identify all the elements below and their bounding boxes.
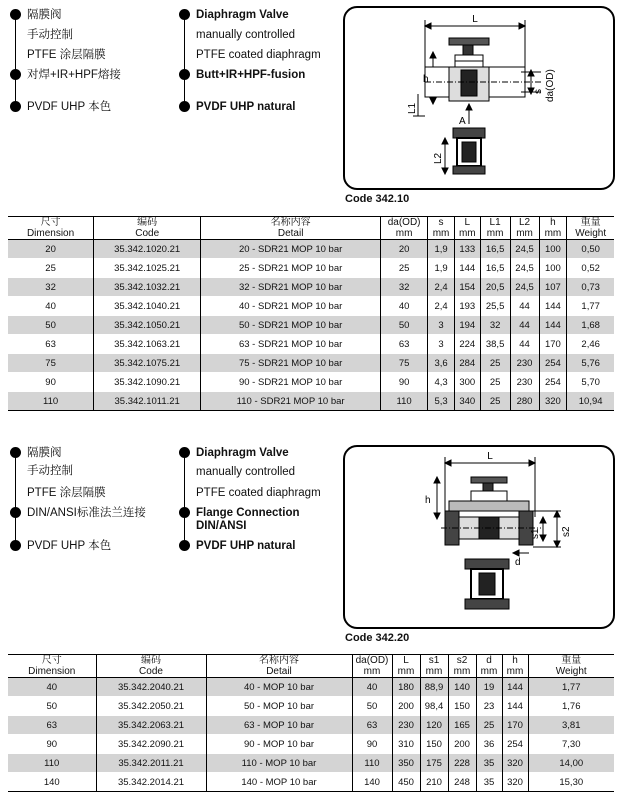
- table-cell: 35.342.2090.21: [96, 735, 206, 754]
- valve-drawing-flange: [345, 447, 613, 627]
- table-cell: 150: [448, 697, 476, 716]
- column-header: [539, 217, 567, 240]
- dim-label-L2: L2: [433, 152, 444, 164]
- table-cell: 2,4: [428, 297, 455, 316]
- table-cell: 20: [8, 240, 94, 259]
- bullet-dot: [179, 9, 190, 20]
- table-cell: 75: [8, 354, 94, 373]
- table-cell: 35.342.1075.21: [94, 354, 201, 373]
- dim-label-s2: s2: [561, 526, 572, 537]
- column-header: [448, 655, 476, 678]
- table-cell: 90: [8, 735, 96, 754]
- table-cell: 32: [8, 278, 94, 297]
- table-cell: 1,9: [428, 240, 455, 259]
- table-cell: 88,9: [420, 678, 448, 697]
- table-cell: 35.342.1020.21: [94, 240, 201, 259]
- table-cell: 16,5: [480, 259, 510, 278]
- table-cell: 110: [381, 392, 428, 411]
- table-cell: 35.342.2040.21: [96, 678, 206, 697]
- dim-label-L: L: [487, 451, 493, 462]
- label-cn-manual: 手动控制: [27, 465, 73, 477]
- table-cell: 50: [381, 316, 428, 335]
- table-cell: 50: [8, 697, 96, 716]
- table-cell: 32: [480, 316, 510, 335]
- table-cell: 40: [8, 678, 96, 697]
- table-cell: 32: [381, 278, 428, 297]
- table-cell: 75: [381, 354, 428, 373]
- table-cell: 63: [381, 335, 428, 354]
- table-cell: 3: [428, 316, 455, 335]
- bullet-dot: [179, 447, 190, 458]
- label-en-fusion: Butt+IR+HPF-fusion: [196, 69, 306, 81]
- bullet-dot: [179, 101, 190, 112]
- dim-label-L1: L1: [407, 102, 418, 114]
- table-cell: 350: [392, 754, 420, 773]
- table-cell: 1,68: [567, 316, 614, 335]
- label-en-ptfe: PTFE coated diaphragm: [196, 49, 321, 61]
- table-cell: 110 - MOP 10 bar: [206, 754, 352, 773]
- label-en-material: PVDF UHP natural: [196, 540, 296, 552]
- table-cell: 170: [539, 335, 567, 354]
- table-cell: 24,5: [510, 278, 539, 297]
- product-code: Code 342.10: [345, 193, 410, 205]
- column-header-top: 尺寸: [41, 655, 62, 666]
- table-cell: 254: [502, 735, 528, 754]
- column-header: [510, 217, 539, 240]
- column-header: [206, 655, 352, 678]
- column-header-bottom: Weight: [575, 228, 607, 239]
- column-header-bottom: Dimension: [26, 228, 75, 239]
- table-cell: 100: [539, 259, 567, 278]
- table-cell: 248: [448, 773, 476, 792]
- table-row: [8, 316, 614, 335]
- dim-label-s: s: [533, 89, 544, 94]
- bullet-dot: [179, 69, 190, 80]
- column-header-bottom: mm: [506, 666, 524, 677]
- column-header-bottom: mm: [544, 228, 562, 239]
- table-cell: 170: [502, 716, 528, 735]
- table-cell: 90 - MOP 10 bar: [206, 735, 352, 754]
- column-header-bottom: mm: [425, 666, 443, 677]
- table-cell: 1,77: [528, 678, 614, 697]
- bullet-dot: [10, 507, 21, 518]
- table-cell: 2,46: [567, 335, 614, 354]
- table-cell: 40: [352, 678, 392, 697]
- table-cell: 90: [8, 373, 94, 392]
- left-bullet-line: [15, 452, 16, 546]
- table-row: [8, 716, 614, 735]
- column-header-bottom: mm: [363, 666, 381, 677]
- table-cell: 10,94: [567, 392, 614, 411]
- table-cell: 24,5: [510, 259, 539, 278]
- table-cell: 1,9: [428, 259, 455, 278]
- dim-label-h: h: [423, 74, 429, 85]
- table-cell: 300: [454, 373, 480, 392]
- column-header-top: 编码: [137, 217, 158, 228]
- table-cell: 50: [8, 316, 94, 335]
- column-header-bottom: mm: [486, 228, 504, 239]
- table-cell: 224: [454, 335, 480, 354]
- column-header-bottom: Dimension: [28, 666, 76, 677]
- table-cell: 1,76: [528, 697, 614, 716]
- bullet-dot: [179, 540, 190, 551]
- table-cell: 5,70: [567, 373, 614, 392]
- table-cell: 35: [476, 754, 502, 773]
- table-cell: 4,3: [428, 373, 455, 392]
- table-row: [8, 297, 614, 316]
- label-cn-ptfe: PTFE 涂层隔膜: [27, 49, 106, 61]
- column-header-top: L1: [489, 217, 501, 228]
- label-cn-manual: 手动控制: [27, 29, 73, 41]
- table-cell: 36: [476, 735, 502, 754]
- dim-label-d: d: [515, 557, 521, 568]
- table-cell: 320: [502, 773, 528, 792]
- table-cell: 35.342.1032.21: [94, 278, 201, 297]
- table-row: [8, 735, 614, 754]
- label-en-din: DIN/ANSI: [196, 520, 247, 532]
- column-header-top: 尺寸: [40, 217, 61, 228]
- table-cell: 230: [510, 354, 539, 373]
- column-header-bottom: Weight: [555, 666, 587, 677]
- column-header-bottom: Detail: [266, 666, 292, 677]
- column-header-top: L: [464, 217, 471, 228]
- column-header-top: 重量: [580, 217, 601, 228]
- table-cell: 50 - SDR21 MOP 10 bar: [201, 316, 381, 335]
- table-cell: 40: [381, 297, 428, 316]
- column-header-bottom: mm: [395, 228, 413, 239]
- table-row: [8, 259, 614, 278]
- column-header-top: 编码: [141, 655, 161, 666]
- table-cell: 25: [480, 392, 510, 411]
- table-row: [8, 278, 614, 297]
- table-cell: 180: [392, 678, 420, 697]
- table-cell: 320: [502, 754, 528, 773]
- table-cell: 0,73: [567, 278, 614, 297]
- table-row: [8, 335, 614, 354]
- column-header-top: da(OD): [387, 217, 421, 228]
- column-header-bottom: mm: [432, 228, 450, 239]
- table-cell: 14,00: [528, 754, 614, 773]
- table-cell: 35.342.1050.21: [94, 316, 201, 335]
- table-cell: 2,4: [428, 278, 455, 297]
- table-cell: 140: [8, 773, 96, 792]
- table-cell: 35.342.2011.21: [96, 754, 206, 773]
- column-header: [8, 217, 94, 240]
- table-cell: 100: [539, 240, 567, 259]
- table-cell: 3: [428, 335, 455, 354]
- table-cell: 1,77: [567, 297, 614, 316]
- table-cell: 15,30: [528, 773, 614, 792]
- column-header: [420, 655, 448, 678]
- bullet-dot: [179, 507, 190, 518]
- dim-label-h: h: [425, 495, 431, 506]
- table-row: [8, 354, 614, 373]
- column-header: [381, 217, 428, 240]
- table-cell: 144: [539, 297, 567, 316]
- label-en-material: PVDF UHP natural: [196, 101, 296, 113]
- table-cell: 150: [420, 735, 448, 754]
- table-cell: 254: [539, 373, 567, 392]
- table-cell: 110: [8, 392, 94, 411]
- label-cn-material: PVDF UHP 本色: [27, 101, 112, 113]
- table-cell: 90 - SDR21 MOP 10 bar: [201, 373, 381, 392]
- table-cell: 44: [510, 297, 539, 316]
- table-cell: 35.342.2014.21: [96, 773, 206, 792]
- table-header-row: [8, 217, 614, 240]
- dim-label-A: A: [459, 116, 466, 127]
- label-en-manual: manually controlled: [196, 466, 296, 478]
- table-cell: 19: [476, 678, 502, 697]
- column-header-bottom: mm: [453, 666, 471, 677]
- label-en-valve: Diaphragm Valve: [196, 9, 289, 21]
- spec-table-342-10: [8, 216, 614, 411]
- table-cell: 5,76: [567, 354, 614, 373]
- table-cell: 284: [454, 354, 480, 373]
- table-cell: 38,5: [480, 335, 510, 354]
- label-cn-fusion: 对焊+IR+HPF熔接: [27, 69, 121, 81]
- table-cell: 35.342.1040.21: [94, 297, 201, 316]
- label-cn-flange: DIN/ANSI标准法兰连接: [27, 507, 146, 519]
- label-en-ptfe: PTFE coated diaphragm: [196, 487, 321, 499]
- column-header-bottom: Code: [135, 228, 160, 239]
- table-row: [8, 773, 614, 792]
- table-cell: 50 - MOP 10 bar: [206, 697, 352, 716]
- section-342-20: [0, 438, 621, 797]
- column-header-bottom: mm: [516, 228, 533, 239]
- table-cell: 35.342.2063.21: [96, 716, 206, 735]
- table-cell: 254: [539, 354, 567, 373]
- column-header: [528, 655, 614, 678]
- column-header: [352, 655, 392, 678]
- table-cell: 63 - MOP 10 bar: [206, 716, 352, 735]
- table-cell: 320: [539, 392, 567, 411]
- table-cell: 25,5: [480, 297, 510, 316]
- column-header-top: L2: [518, 217, 531, 228]
- table-cell: 16,5: [480, 240, 510, 259]
- table-cell: 0,50: [567, 240, 614, 259]
- table-cell: 3,81: [528, 716, 614, 735]
- spec-table-342-20: [8, 654, 614, 792]
- table-cell: 140: [448, 678, 476, 697]
- table-cell: 200: [392, 697, 420, 716]
- table-row: [8, 678, 614, 697]
- table-cell: 120: [420, 716, 448, 735]
- table-cell: 194: [454, 316, 480, 335]
- table-cell: 35: [476, 773, 502, 792]
- column-header-bottom: Code: [139, 666, 163, 677]
- table-cell: 63: [8, 335, 94, 354]
- table-cell: 0,52: [567, 259, 614, 278]
- table-cell: 110 - SDR21 MOP 10 bar: [201, 392, 381, 411]
- table-cell: 25: [8, 259, 94, 278]
- table-cell: 35.342.1063.21: [94, 335, 201, 354]
- column-header: [567, 217, 614, 240]
- table-cell: 44: [510, 316, 539, 335]
- column-header-bottom: mm: [480, 666, 498, 677]
- table-cell: 44: [510, 335, 539, 354]
- table-cell: 230: [510, 373, 539, 392]
- table-cell: 25: [381, 259, 428, 278]
- table-cell: 23: [476, 697, 502, 716]
- column-header-top: 名称内容: [259, 655, 299, 666]
- label-cn-ptfe: PTFE 涂层隔膜: [27, 487, 106, 499]
- table-cell: 280: [510, 392, 539, 411]
- dim-label-da: da(OD): [545, 69, 556, 102]
- table-row: [8, 373, 614, 392]
- column-header-top: 名称内容: [270, 217, 311, 228]
- column-header: [480, 217, 510, 240]
- table-cell: 200: [448, 735, 476, 754]
- table-row: [8, 392, 614, 411]
- table-cell: 140 - MOP 10 bar: [206, 773, 352, 792]
- column-header-top: d: [486, 655, 492, 666]
- column-header-top: da(OD): [355, 655, 389, 666]
- table-cell: 340: [454, 392, 480, 411]
- table-cell: 40 - MOP 10 bar: [206, 678, 352, 697]
- column-header-bottom: mm: [397, 666, 415, 677]
- column-header-bottom: Detail: [277, 228, 304, 239]
- column-header-bottom: mm: [458, 228, 476, 239]
- table-cell: 310: [392, 735, 420, 754]
- table-cell: 110: [352, 754, 392, 773]
- table-cell: 140: [352, 773, 392, 792]
- table-cell: 98,4: [420, 697, 448, 716]
- label-cn-valve: 隔膜阀: [27, 9, 62, 21]
- label-en-valve: Diaphragm Valve: [196, 447, 289, 459]
- table-cell: 144: [454, 259, 480, 278]
- column-header: [502, 655, 528, 678]
- table-cell: 144: [502, 697, 528, 716]
- table-cell: 63: [8, 716, 96, 735]
- table-cell: 35.342.1090.21: [94, 373, 201, 392]
- table-cell: 144: [502, 678, 528, 697]
- column-header-top: h: [550, 217, 556, 228]
- bullet-dot: [10, 69, 21, 80]
- table-cell: 50: [352, 697, 392, 716]
- product-code: Code 342.20: [345, 632, 410, 644]
- bullet-dot: [10, 447, 21, 458]
- table-cell: 165: [448, 716, 476, 735]
- table-cell: 133: [454, 240, 480, 259]
- table-cell: 228: [448, 754, 476, 773]
- column-header: [201, 217, 381, 240]
- table-cell: 107: [539, 278, 567, 297]
- table-cell: 40: [8, 297, 94, 316]
- label-cn-material: PVDF UHP 本色: [27, 540, 112, 552]
- column-header-top: h: [512, 655, 518, 666]
- table-row: [8, 240, 614, 259]
- table-cell: 175: [420, 754, 448, 773]
- table-header-row: [8, 655, 614, 678]
- table-cell: 20 - SDR21 MOP 10 bar: [201, 240, 381, 259]
- table-cell: 25: [480, 373, 510, 392]
- table-cell: 154: [454, 278, 480, 297]
- table-cell: 210: [420, 773, 448, 792]
- dim-label-L: L: [472, 14, 478, 25]
- bullet-dot: [10, 9, 21, 20]
- valve-drawing-butt-fusion: [345, 8, 613, 188]
- table-cell: 35.342.1011.21: [94, 392, 201, 411]
- table-cell: 90: [381, 373, 428, 392]
- label-en-flange: Flange Connection: [196, 507, 300, 519]
- table-row: [8, 697, 614, 716]
- label-cn-valve: 隔膜阀: [27, 447, 62, 459]
- table-cell: 25: [480, 354, 510, 373]
- table-cell: 35.342.2050.21: [96, 697, 206, 716]
- table-cell: 3,6: [428, 354, 455, 373]
- table-cell: 35.342.1025.21: [94, 259, 201, 278]
- column-header-top: 重量: [561, 655, 582, 666]
- table-cell: 110: [8, 754, 96, 773]
- table-cell: 144: [539, 316, 567, 335]
- diagram-box-342-10: [343, 6, 615, 190]
- diagram-box-342-20: [343, 445, 615, 629]
- table-cell: 5,3: [428, 392, 455, 411]
- table-cell: 40 - SDR21 MOP 10 bar: [201, 297, 381, 316]
- column-header-top: L: [403, 655, 409, 666]
- column-header: [428, 217, 455, 240]
- column-header: [392, 655, 420, 678]
- table-cell: 24,5: [510, 240, 539, 259]
- column-header: [454, 217, 480, 240]
- bullet-dot: [10, 540, 21, 551]
- table-cell: 75 - SDR21 MOP 10 bar: [201, 354, 381, 373]
- table-cell: 7,30: [528, 735, 614, 754]
- table-cell: 63 - SDR21 MOP 10 bar: [201, 335, 381, 354]
- table-cell: 193: [454, 297, 480, 316]
- table-cell: 90: [352, 735, 392, 754]
- table-cell: 63: [352, 716, 392, 735]
- table-row: [8, 754, 614, 773]
- table-cell: 230: [392, 716, 420, 735]
- column-header-top: s: [438, 217, 444, 228]
- table-cell: 450: [392, 773, 420, 792]
- column-header: [94, 217, 201, 240]
- column-header-top: s2: [456, 655, 468, 666]
- column-header: [8, 655, 96, 678]
- table-cell: 32 - SDR21 MOP 10 bar: [201, 278, 381, 297]
- dim-label-s1: s1: [530, 528, 541, 539]
- label-en-manual: manually controlled: [196, 29, 296, 41]
- right-bullet-line: [184, 452, 185, 546]
- table-cell: 25 - SDR21 MOP 10 bar: [201, 259, 381, 278]
- column-header: [96, 655, 206, 678]
- column-header: [476, 655, 502, 678]
- table-cell: 20,5: [480, 278, 510, 297]
- table-cell: 20: [381, 240, 428, 259]
- left-bullet-line: [15, 14, 16, 106]
- table-cell: 25: [476, 716, 502, 735]
- column-header-top: s1: [428, 655, 440, 666]
- bullet-dot: [10, 101, 21, 112]
- right-bullet-line: [184, 14, 185, 106]
